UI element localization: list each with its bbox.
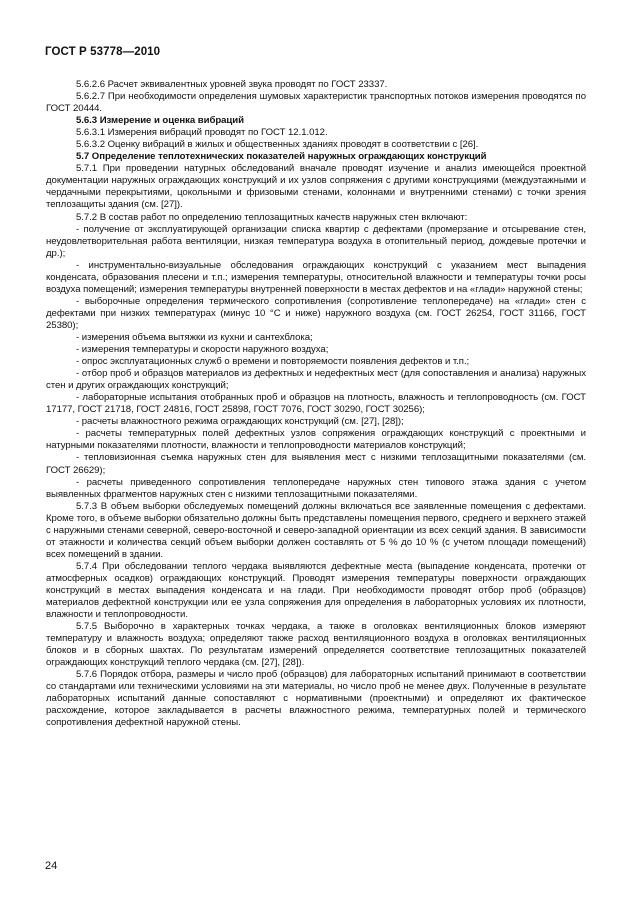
paragraph: 5.7.5 Выборочно в характерных точках чердака, а также в оголовках вентиляционных блоков измеряют температуру и влажность воздуха; определяют также расход вентиляционного воздуха в оголовках вентиляционных блоков и в сборных шахтах. По результатам измерений определяется соответствие теплозащитных показателей ограждающих конструкций теплого чердака (см. [27], [28]). xyxy=(46,621,586,669)
paragraph: - выборочные определения термического сопротивления (сопротивление теплопередаче) на «глади» стен с дефектами при низких температурах (минус 10 °С и ниже) наружного воздуха (см. ГОСТ 26254, ГОСТ 31166, ГОСТ 25380); xyxy=(46,295,586,331)
paragraph: 5.6.3.2 Оценку вибраций в жилых и общественных зданиях проводят в соответствии с [26]. xyxy=(76,139,479,151)
paragraph: 5.7.3 В объем выборки обследуемых помещений должны включаться все заявленные помещения с дефектами. Кроме того, в объеме выборки обязательно должны быть представлены помещения первого, среднего и верхнего этажей с наружными стенами северной, северо-восточной и северо-западной ориентации из всех секций здания. В зависимости от этажности и количества секций объем выборки должен составлять от 5 % до 10 % (с учетом площади помещений) всех помещений в здании. xyxy=(46,500,586,560)
paragraph: - получение от эксплуатирующей организации списка квартир с дефектами (промерзание и отсыревание стен, неудовлетворительная работа вентиляции, низкая температура воздуха в отопительный период, дождевые протечки и др.); xyxy=(46,223,586,259)
paragraph: - лабораторные испытания отобранных проб и образцов на плотность, влажность и теплопроводность (см. ГОСТ 17177, ГОСТ 21718, ГОСТ 24816, ГОСТ 25898, ГОСТ 7076, ГОСТ 30290, ГОСТ 30256); xyxy=(46,392,586,416)
paragraph: - опрос эксплуатационных служб о времени и повторяемости появления дефектов и т.п.; xyxy=(76,356,470,368)
paragraph: - инструментально-визуальные обследования ограждающих конструкций с указанием мест выпадения конденсата, образования плесени и т.п.; измерения температуры, относительной влажности и температуры точки росы воздуха помещений; измерения температуры внутренней поверхности в местах дефектов и на «глади» наружной стены; xyxy=(46,259,586,295)
paragraph: 5.6.2.7 При необходимости определения шумовых характеристик транспортных потоков измерения проводятся по ГОСТ 20444. xyxy=(46,91,586,115)
paragraph: - расчеты влажностного режима ограждающих конструкций (см. [27], [28]); xyxy=(76,416,404,428)
paragraph: 5.7.2 В состав работ по определению теплозащитных качеств наружных стен включают: xyxy=(76,211,468,223)
page-number: 24 xyxy=(45,860,58,872)
section-heading: 5.7 Определение теплотехнических показателей наружных ограждающих конструкций xyxy=(76,151,487,163)
paragraph: - измерения объема вытяжки из кухни и сантехблока; xyxy=(76,331,313,343)
paragraph: - измерения температуры и скорости наружного воздуха; xyxy=(76,344,329,356)
paragraph: 5.6.3.1 Измерения вибраций проводят по ГОСТ 12.1.012. xyxy=(76,127,328,139)
paragraph: - расчеты температурных полей дефектных узлов сопряжения ограждающих конструкций с проектными и натурными показателями плотности, влажности и теплопроводности материалов конструкций; xyxy=(46,428,586,452)
paragraph: 5.7.6 Порядок отбора, размеры и число проб (образцов) для лабораторных испытаний принимают в соответствии со стандартами или техническими условиями на эти материалы, но число проб не менее двух. Полученные в результате лабораторных испытаний данные сопоставляют с нормативными (проектными) и определяют их фактическое расхождение, которое закладывается в расчеты влажностного режима, температурных полей и термического сопротивления дефектной наружной стены. xyxy=(46,669,586,729)
document-body xyxy=(46,79,586,730)
standard-header: ГОСТ Р 53778—2010 xyxy=(45,46,161,58)
section-heading: 5.6.3 Измерение и оценка вибраций xyxy=(76,115,244,127)
paragraph: - расчеты приведенного сопротивления теплопередаче наружных стен типового этажа здания с учетом выявленных фрагментов наружных стен с низкими теплозащитными показателями. xyxy=(46,476,586,500)
paragraph: - тепловизионная съемка наружных стен для выявления мест с низкими теплозащитными показателями (см. ГОСТ 26629); xyxy=(46,452,586,476)
paragraph: 5.7.1 При проведении натурных обследований вначале проводят изучение и анализ имеющейся проектной документации наружных ограждающих конструкций и их узлов сопряжения с другими конструкциями (междуэтажными и чердачными перекрытиями, цокольными и фризовыми стенами, колоннами и внутренними стенами) с точки зрения теплозащиты здания (см. [27]). xyxy=(46,163,586,211)
paragraph: 5.6.2.6 Расчет эквивалентных уровней звука проводят по ГОСТ 23337. xyxy=(76,79,388,90)
paragraph: 5.7.4 При обследовании теплого чердака выявляются дефектные места (выпадение конденсата, протечки от атмосферных осадков) ограждающих конструкций. Проводят измерения температуры поверхности ограждающих конструкций в местах выпадения конденсата и на глади. При необходимости проводят отбор проб (образцов) материалов дефектной конструкции или ее узла сопряжения для определения в лабораторных условиях их плотности, влажности и теплопроводности. xyxy=(46,560,586,621)
paragraph: - отбор проб и образцов материалов из дефектных и недефектных мест (для сопоставления и анализа) наружных стен и других ограждающих конструкций; xyxy=(46,368,586,392)
